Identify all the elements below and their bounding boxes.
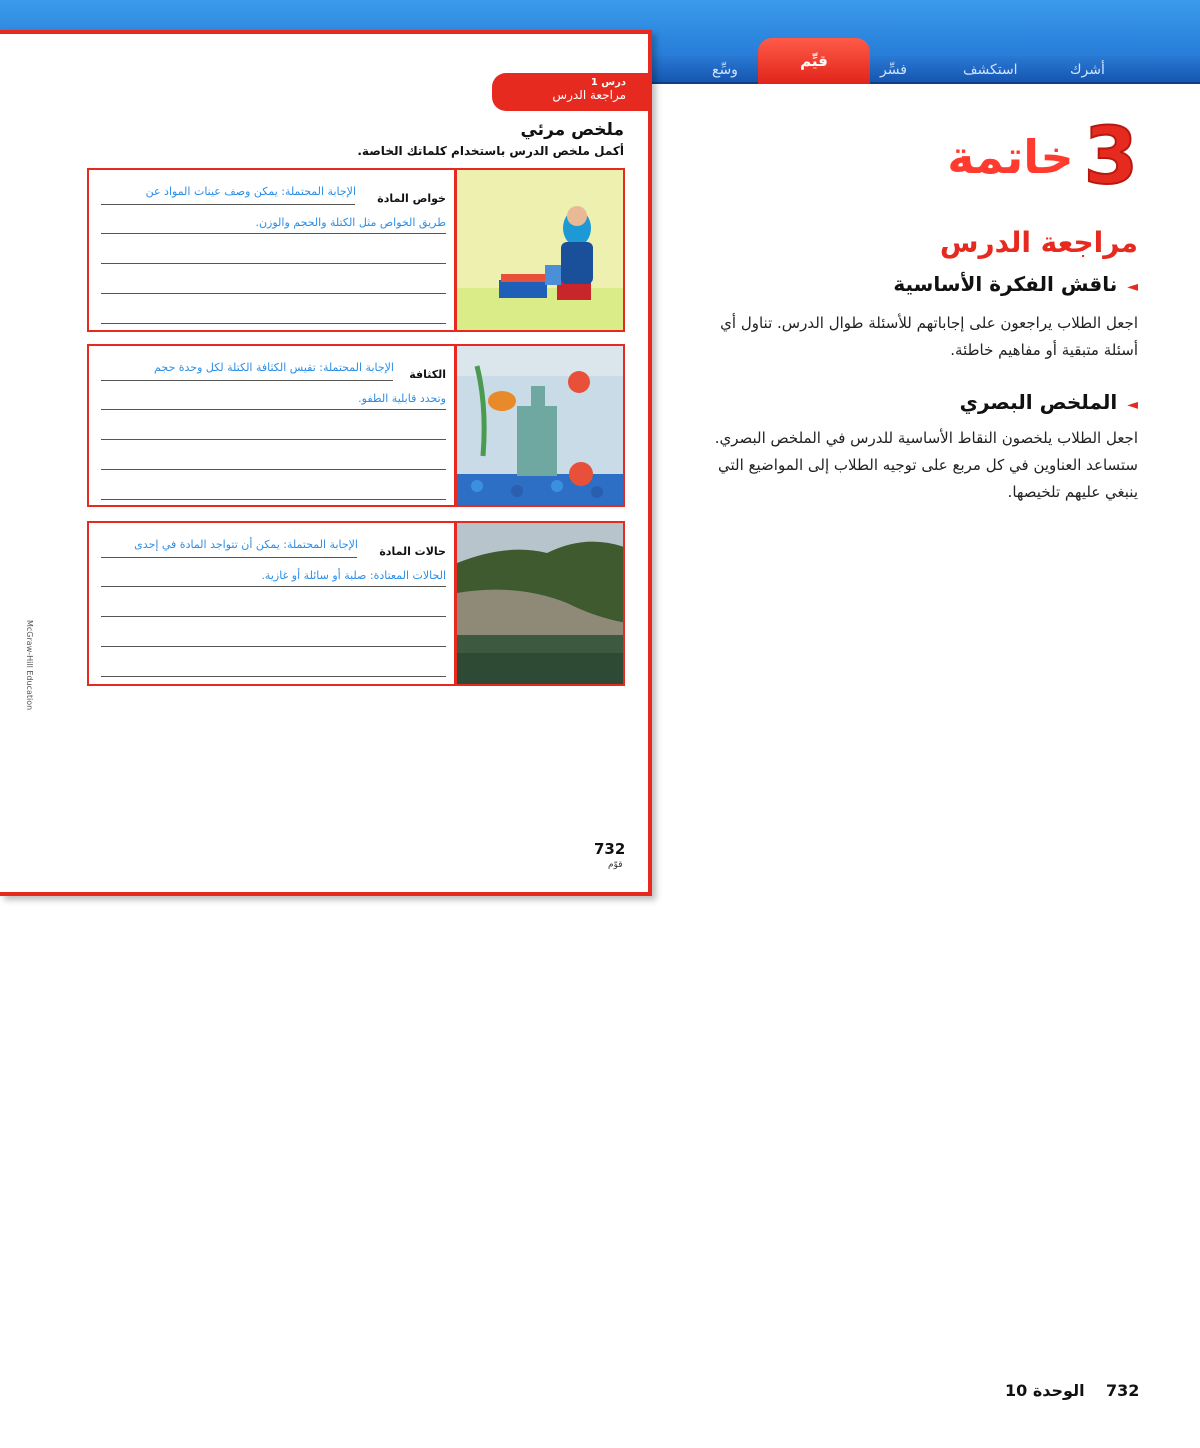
answer-text: الإجابة المحتملة: تقيس الكثافة الكتلة لكل وحدة حجم	[154, 361, 394, 374]
section-title: ناقش الفكرة الأساسية	[893, 272, 1118, 296]
chapter-number: 3	[1083, 112, 1138, 202]
tab-explain[interactable]: فسِّر	[880, 62, 907, 78]
footer-page-number: 732	[1106, 1381, 1140, 1400]
writing-line	[101, 409, 446, 410]
student-page-number: 732	[594, 840, 626, 858]
lesson-ribbon	[492, 73, 652, 111]
visual-summary-instruction: أكمل ملخص الدرس باستخدام كلماتك الخاصة.	[357, 144, 624, 158]
photo-aquarium	[455, 344, 625, 507]
student-page-name: قوّم	[608, 860, 623, 870]
tab-extend[interactable]: وسِّع	[712, 62, 738, 78]
lesson-name: مراجعة الدرس	[552, 88, 626, 102]
photo-lake-cliff	[455, 521, 625, 686]
chapter-word: خاتمة	[947, 130, 1074, 184]
writing-line	[101, 323, 446, 324]
visual-summary-title: ملخص مرئي	[520, 120, 624, 140]
answer-text: الحالات المعتادة: صلبة أو سائلة أو غازية.	[261, 569, 446, 582]
section-body-main-idea: اجعل الطلاب يراجعون على إجاباتهم للأسئلة طوال الدرس. تناول أي أسئلة متبقية أو مفاهيم خاطئة.	[720, 314, 1138, 359]
section-heading-visual-summary	[960, 390, 1138, 414]
section-body-visual-summary: اجعل الطلاب يلخصون النقاط الأساسية للدرس في الملخص البصري. ستساعد العناوين في كل مربع على توجيه الطلاب إلى المواضيع التي ينبغي عليهم تلخيصها.	[714, 429, 1138, 501]
writing-line	[101, 499, 446, 500]
section-title: الملخص البصري	[959, 390, 1118, 414]
tab-engage[interactable]: أشرك	[1070, 62, 1105, 78]
tab-evaluate[interactable]: قيِّم	[758, 38, 870, 84]
footer-unit: الوحدة 10	[1005, 1381, 1085, 1400]
triangle-icon: ◄	[1127, 397, 1138, 413]
section-heading-main-idea	[893, 272, 1138, 296]
writing-line	[101, 616, 446, 617]
lesson-number: درس 1	[590, 77, 626, 88]
writing-line	[101, 293, 446, 294]
answer-text: طريق الخواص مثل الكتلة والحجم والوزن.	[255, 216, 446, 229]
writing-line	[101, 439, 446, 440]
summary-box-density	[87, 344, 456, 507]
answer-text: الإجابة المحتملة: يمكن أن تتواجد المادة في إحدى	[134, 538, 358, 551]
summary-box-states	[87, 521, 456, 686]
photo-student-weighing	[455, 168, 625, 332]
summary-box-properties	[87, 168, 456, 332]
tab-explore[interactable]: استكشف	[963, 62, 1018, 78]
writing-line	[101, 586, 446, 587]
box-label: خواص المادة	[377, 192, 446, 205]
writing-line	[101, 469, 446, 470]
writing-line	[101, 380, 393, 381]
writing-line	[101, 646, 446, 647]
writing-line	[101, 233, 446, 234]
box-label: حالات المادة	[379, 545, 446, 558]
answer-text: وتحدد قابلية الطفو.	[358, 392, 446, 405]
writing-line	[101, 676, 446, 677]
writing-line	[101, 263, 446, 264]
publisher-credit: McGraw-Hill Education	[25, 620, 34, 711]
writing-line	[101, 204, 355, 205]
triangle-icon: ◄	[1127, 279, 1138, 295]
lesson-review-heading: مراجعة الدرس	[939, 226, 1138, 259]
box-label: الكثافة	[409, 368, 446, 381]
chapter-header	[947, 112, 1138, 202]
writing-line	[101, 557, 357, 558]
answer-text: الإجابة المحتملة: يمكن وصف عينات المواد عن	[145, 185, 356, 198]
